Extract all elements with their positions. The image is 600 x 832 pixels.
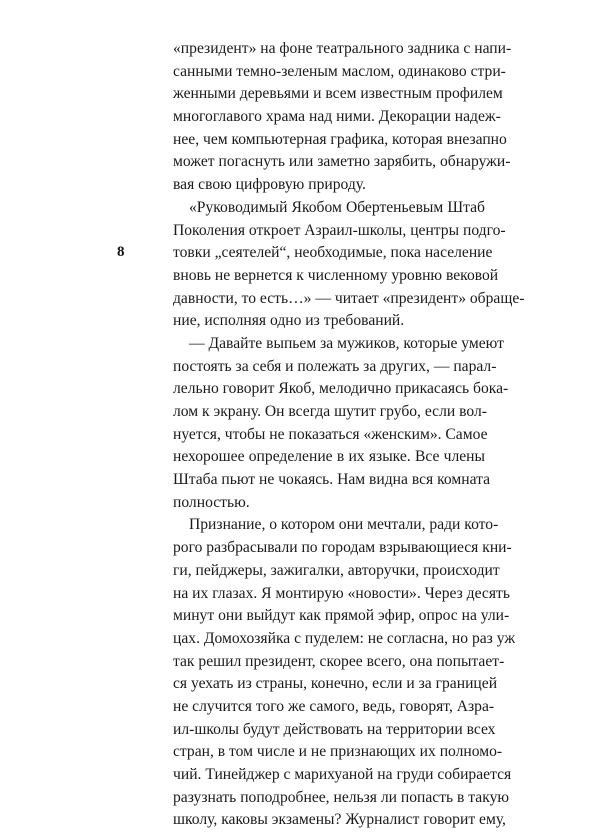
text-line: «Руководимый Якобом Обертеньевым Штаб bbox=[189, 198, 485, 216]
paragraph bbox=[173, 514, 516, 832]
text-line: так решил президент, скорее всего, она попытает- bbox=[173, 652, 505, 670]
text-line: Штаба пьют не чокаясь. Нам видна вся комната bbox=[173, 471, 491, 489]
text-line: стран, в том числе и не признающих их полномо- bbox=[173, 743, 503, 761]
text-line: женными деревьями и всем известным профилем bbox=[173, 85, 503, 103]
text-line: разузнать поподробнее, нельзя ли попасть в такую bbox=[173, 788, 510, 806]
text-line: нуется, чтобы не показаться «женским». Самое bbox=[173, 425, 488, 443]
text-line: многоглавого храма над ними. Декорации надеж- bbox=[173, 108, 501, 126]
body-text bbox=[173, 38, 525, 832]
page-number: 8 bbox=[117, 244, 125, 260]
text-line: «президент» на фоне театрального задника с напи- bbox=[173, 40, 512, 57]
text-line: не случится того же самого, ведь, говорят, Азра- bbox=[173, 697, 495, 715]
paragraph bbox=[173, 38, 512, 197]
text-line: — Давайте выпьем за мужиков, которые умеют bbox=[189, 334, 504, 352]
text-line: нехорошее определение в их языке. Все члены bbox=[173, 448, 485, 466]
text-line: санными темно-зеленым маслом, одинаково стри- bbox=[173, 62, 506, 80]
text-line: нее, чем компьютерная графика, которая внезапно bbox=[173, 130, 507, 148]
text-line: полностью. bbox=[173, 493, 250, 511]
text-line: цах. Домохозяйка с пуделем: не согласна, но раз уж bbox=[173, 629, 516, 647]
paragraph bbox=[173, 333, 509, 515]
text-line: постоять за себя и полежать за других, — парал- bbox=[173, 357, 497, 375]
text-line: лельно говорит Якоб, мелодично прикасаясь бока- bbox=[173, 380, 509, 398]
text-line: минут они выйдут как прямой эфир, опрос на ули- bbox=[173, 607, 510, 625]
text-line: товки „сеятелей“, необходимые, пока население bbox=[173, 244, 493, 262]
text-line: ние, исполняя одно из требований. bbox=[173, 312, 405, 330]
text-line: давности, то есть…» — читает «президент» обраще- bbox=[173, 289, 525, 307]
text-line: ил-школы будут действовать на территории всех bbox=[173, 720, 496, 738]
text-line: вновь не вернется к численному уровню вековой bbox=[173, 266, 499, 284]
text-line: может погаснуть или заметно зарябить, обнаружи- bbox=[173, 153, 511, 171]
text-line: рого разбрасывали по городам взрывающиеся кни- bbox=[173, 539, 512, 557]
text-line: ся уехать из страны, конечно, если и за границей bbox=[173, 675, 498, 693]
text-line: ги, пейджеры, зажигалки, авторучки, происходит bbox=[173, 561, 500, 579]
text-line: школу, каковы экзамены? Журналист говорит ему, bbox=[173, 811, 506, 829]
paragraph bbox=[173, 197, 525, 333]
text-line: чий. Тинейджер с марихуаной на груди собирается bbox=[173, 766, 512, 783]
text-line: Поколения откроет Азраил-школы, центры подго- bbox=[173, 221, 506, 239]
text-line: вая свою цифровую природу. bbox=[173, 176, 366, 194]
text-line: на их глазах. Я монтирую «новости». Через десять bbox=[173, 584, 510, 602]
text-line: Признание, о котором они мечтали, ради кото- bbox=[189, 516, 499, 534]
text-line: лом к экрану. Он всегда шутит грубо, если вол- bbox=[173, 403, 487, 420]
